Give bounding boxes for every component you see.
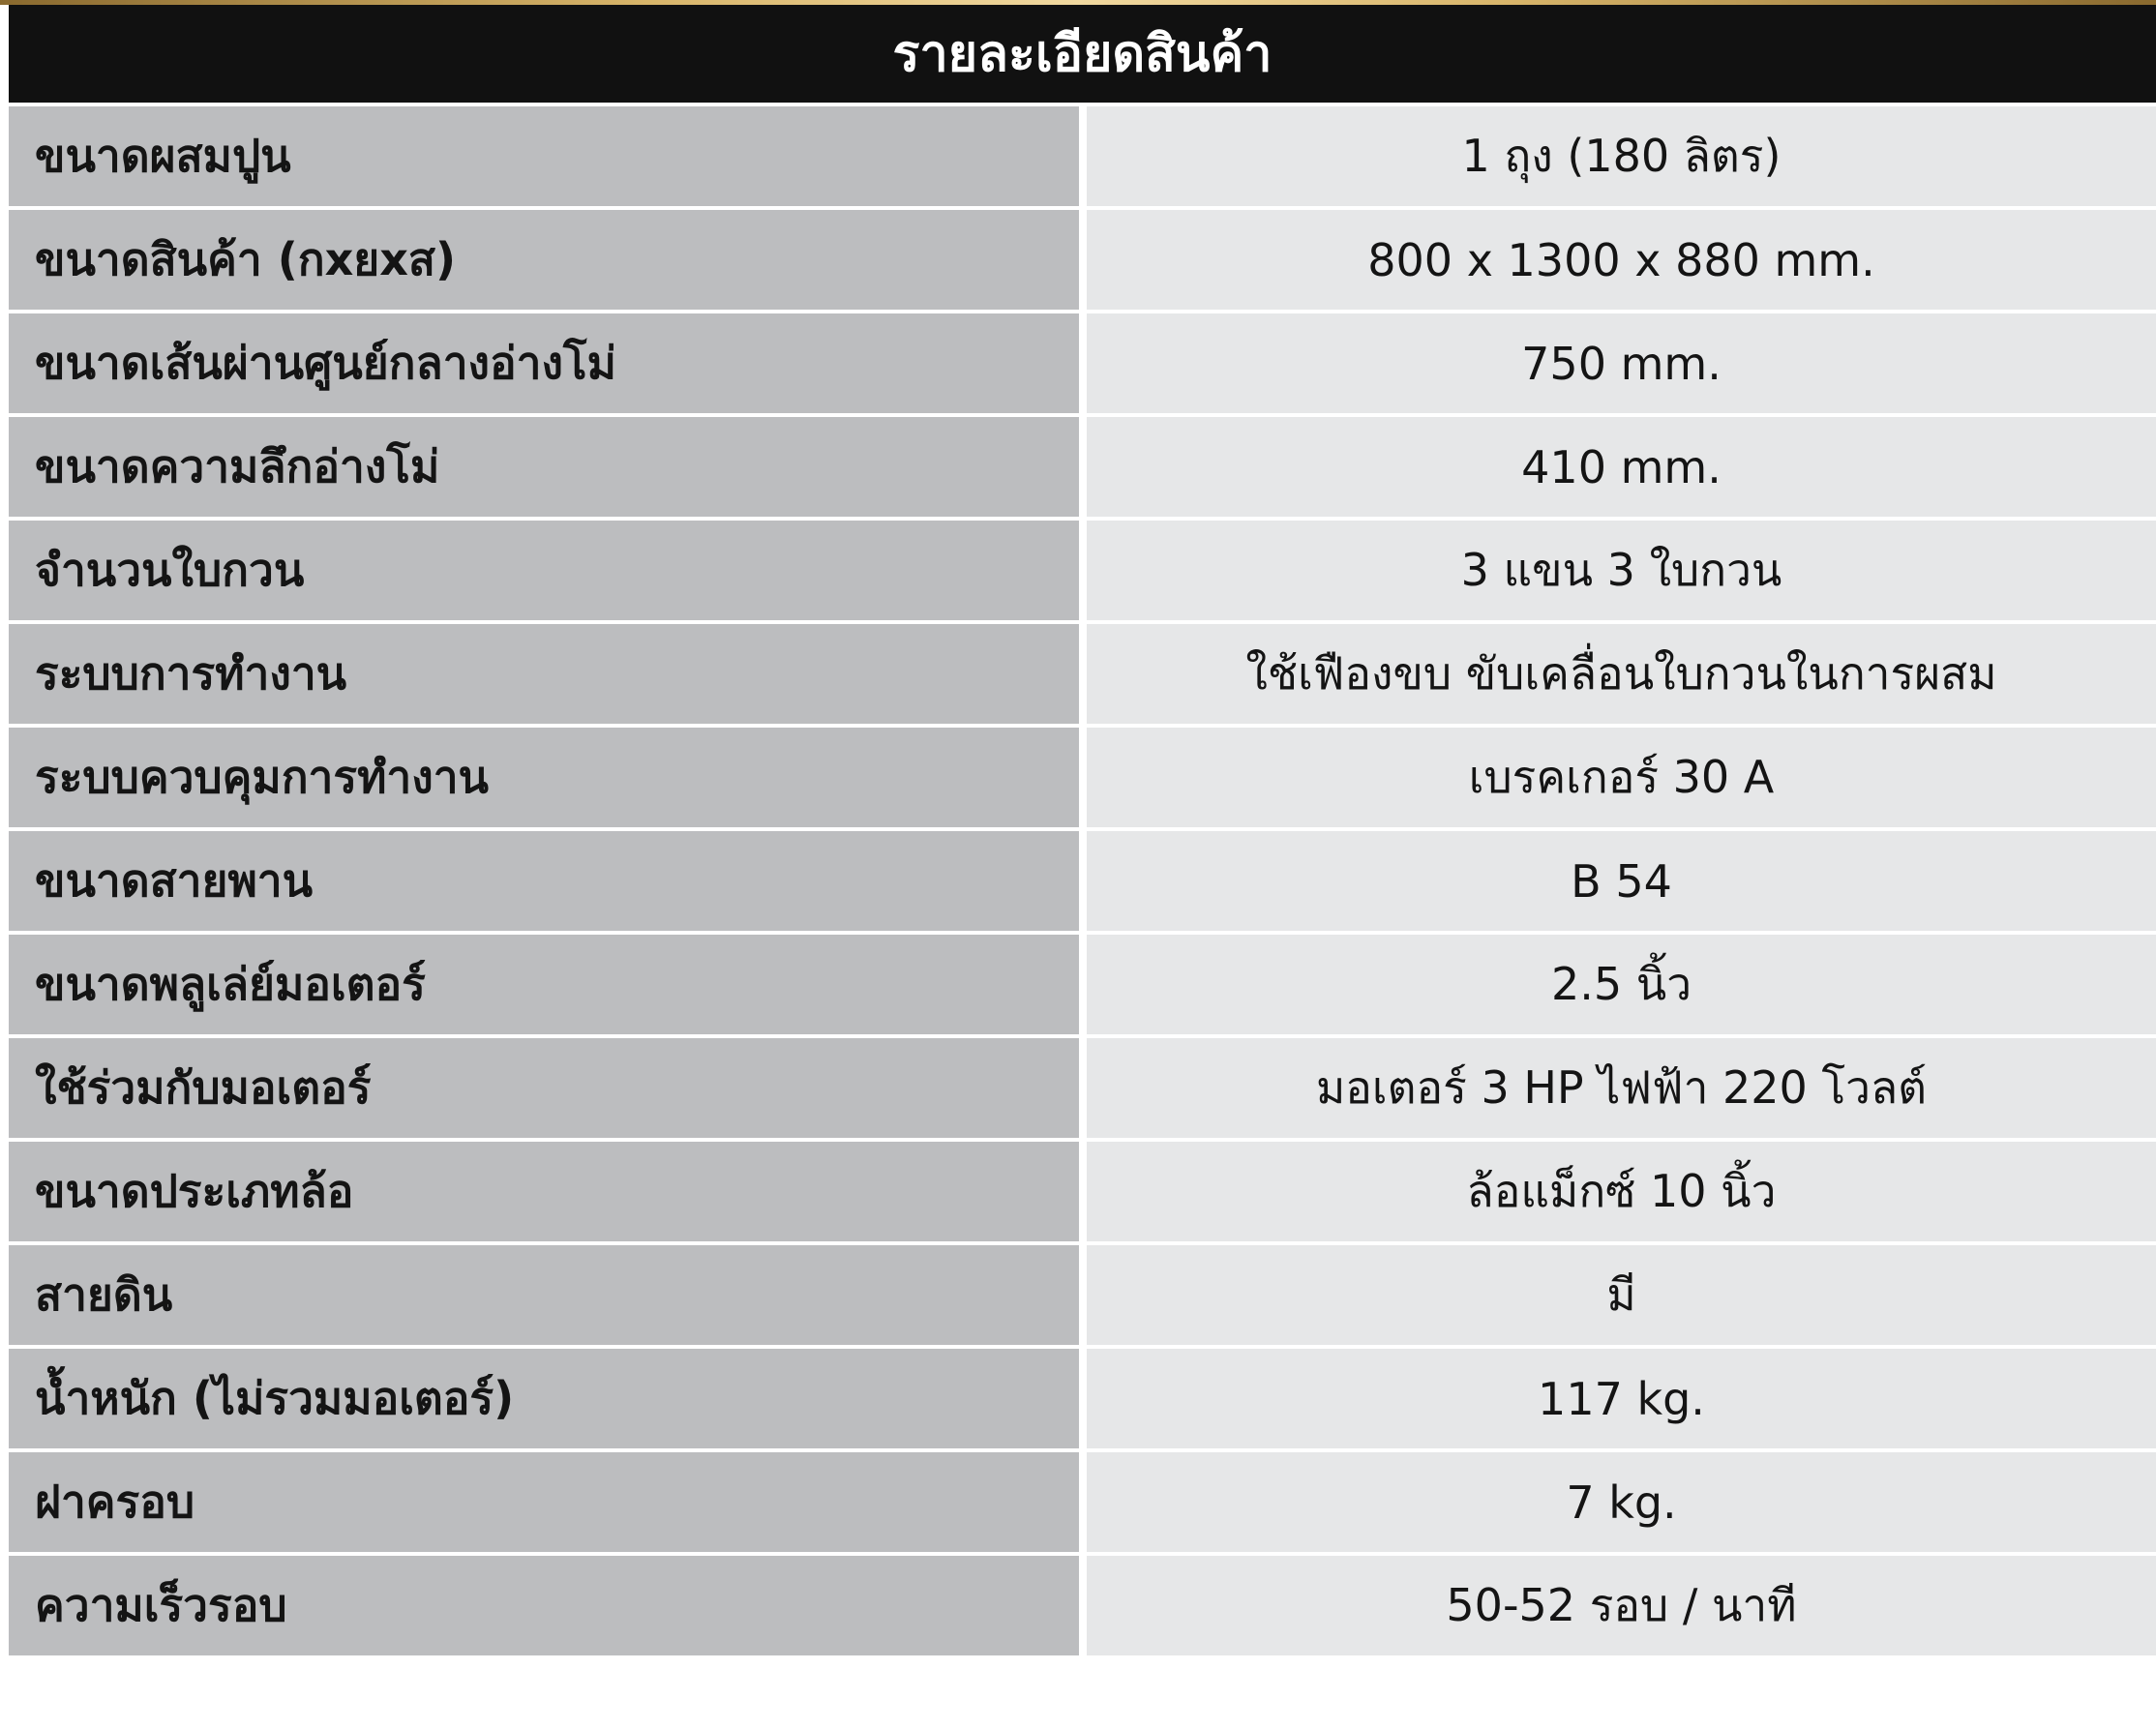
spec-row-rotation-speed bbox=[9, 1556, 2156, 1655]
spec-label: ความเร็วรอบ bbox=[9, 1556, 1079, 1655]
spec-label: ขนาดสายพาน bbox=[9, 831, 1079, 931]
spec-value: 1 ถุง (180 ลิตร) bbox=[1087, 106, 2156, 206]
spec-row-wheel-type bbox=[9, 1142, 2156, 1241]
spec-table-header bbox=[9, 5, 2156, 103]
spec-label: สายดิน bbox=[9, 1245, 1079, 1345]
spec-row-dimensions bbox=[9, 210, 2156, 310]
spec-label: ขนาดความลึกอ่างโม่ bbox=[9, 417, 1079, 517]
spec-value: มอเตอร์ 3 HP ไฟฟ้า 220 โวลต์ bbox=[1087, 1038, 2156, 1138]
spec-label: ขนาดเส้นผ่านศูนย์กลางอ่างโม่ bbox=[9, 313, 1079, 413]
spec-label: ขนาดพลูเล่ย์มอเตอร์ bbox=[9, 935, 1079, 1034]
spec-value: เบรคเกอร์ 30 A bbox=[1087, 728, 2156, 827]
spec-row-compatible-motor bbox=[9, 1038, 2156, 1138]
spec-label: จำนวนใบกวน bbox=[9, 521, 1079, 620]
spec-table-title: รายละเอียดสินค้า bbox=[892, 24, 1273, 83]
spec-row-drum-diameter bbox=[9, 313, 2156, 413]
spec-value: B 54 bbox=[1087, 831, 2156, 931]
spec-value: 750 mm. bbox=[1087, 313, 2156, 413]
spec-value: มี bbox=[1087, 1245, 2156, 1345]
spec-row-motor-pulley bbox=[9, 935, 2156, 1034]
spec-value: ใช้เฟืองขบ ขับเคลื่อนใบกวนในการผสม bbox=[1087, 624, 2156, 724]
spec-value: 7 kg. bbox=[1087, 1452, 2156, 1552]
spec-table bbox=[9, 106, 2156, 1655]
spec-row-operation-system bbox=[9, 624, 2156, 724]
spec-label: น้ำหนัก (ไม่รวมมอเตอร์) bbox=[9, 1349, 1079, 1448]
spec-label: ฝาครอบ bbox=[9, 1452, 1079, 1552]
spec-value: 800 x 1300 x 880 mm. bbox=[1087, 210, 2156, 310]
spec-value: 410 mm. bbox=[1087, 417, 2156, 517]
spec-label: ใช้ร่วมกับมอเตอร์ bbox=[9, 1038, 1079, 1138]
spec-value: 2.5 นิ้ว bbox=[1087, 935, 2156, 1034]
spec-row-control-system bbox=[9, 728, 2156, 827]
spec-row-cover bbox=[9, 1452, 2156, 1552]
spec-label: ระบบการทำงาน bbox=[9, 624, 1079, 724]
spec-value: 50-52 รอบ / นาที bbox=[1087, 1556, 2156, 1655]
spec-value: 117 kg. bbox=[1087, 1349, 2156, 1448]
spec-row-paddles bbox=[9, 521, 2156, 620]
spec-row-belt-size bbox=[9, 831, 2156, 931]
spec-label: ขนาดประเภทล้อ bbox=[9, 1142, 1079, 1241]
spec-row-ground-wire bbox=[9, 1245, 2156, 1345]
spec-label: ขนาดผสมปูน bbox=[9, 106, 1079, 206]
spec-row-mix-capacity bbox=[9, 106, 2156, 206]
spec-row-drum-depth bbox=[9, 417, 2156, 517]
spec-label: ระบบควบคุมการทำงาน bbox=[9, 728, 1079, 827]
spec-label: ขนาดสินค้า (กxยxส) bbox=[9, 210, 1079, 310]
spec-value: ล้อแม็กซ์ 10 นิ้ว bbox=[1087, 1142, 2156, 1241]
spec-value: 3 แขน 3 ใบกวน bbox=[1087, 521, 2156, 620]
spec-row-weight bbox=[9, 1349, 2156, 1448]
